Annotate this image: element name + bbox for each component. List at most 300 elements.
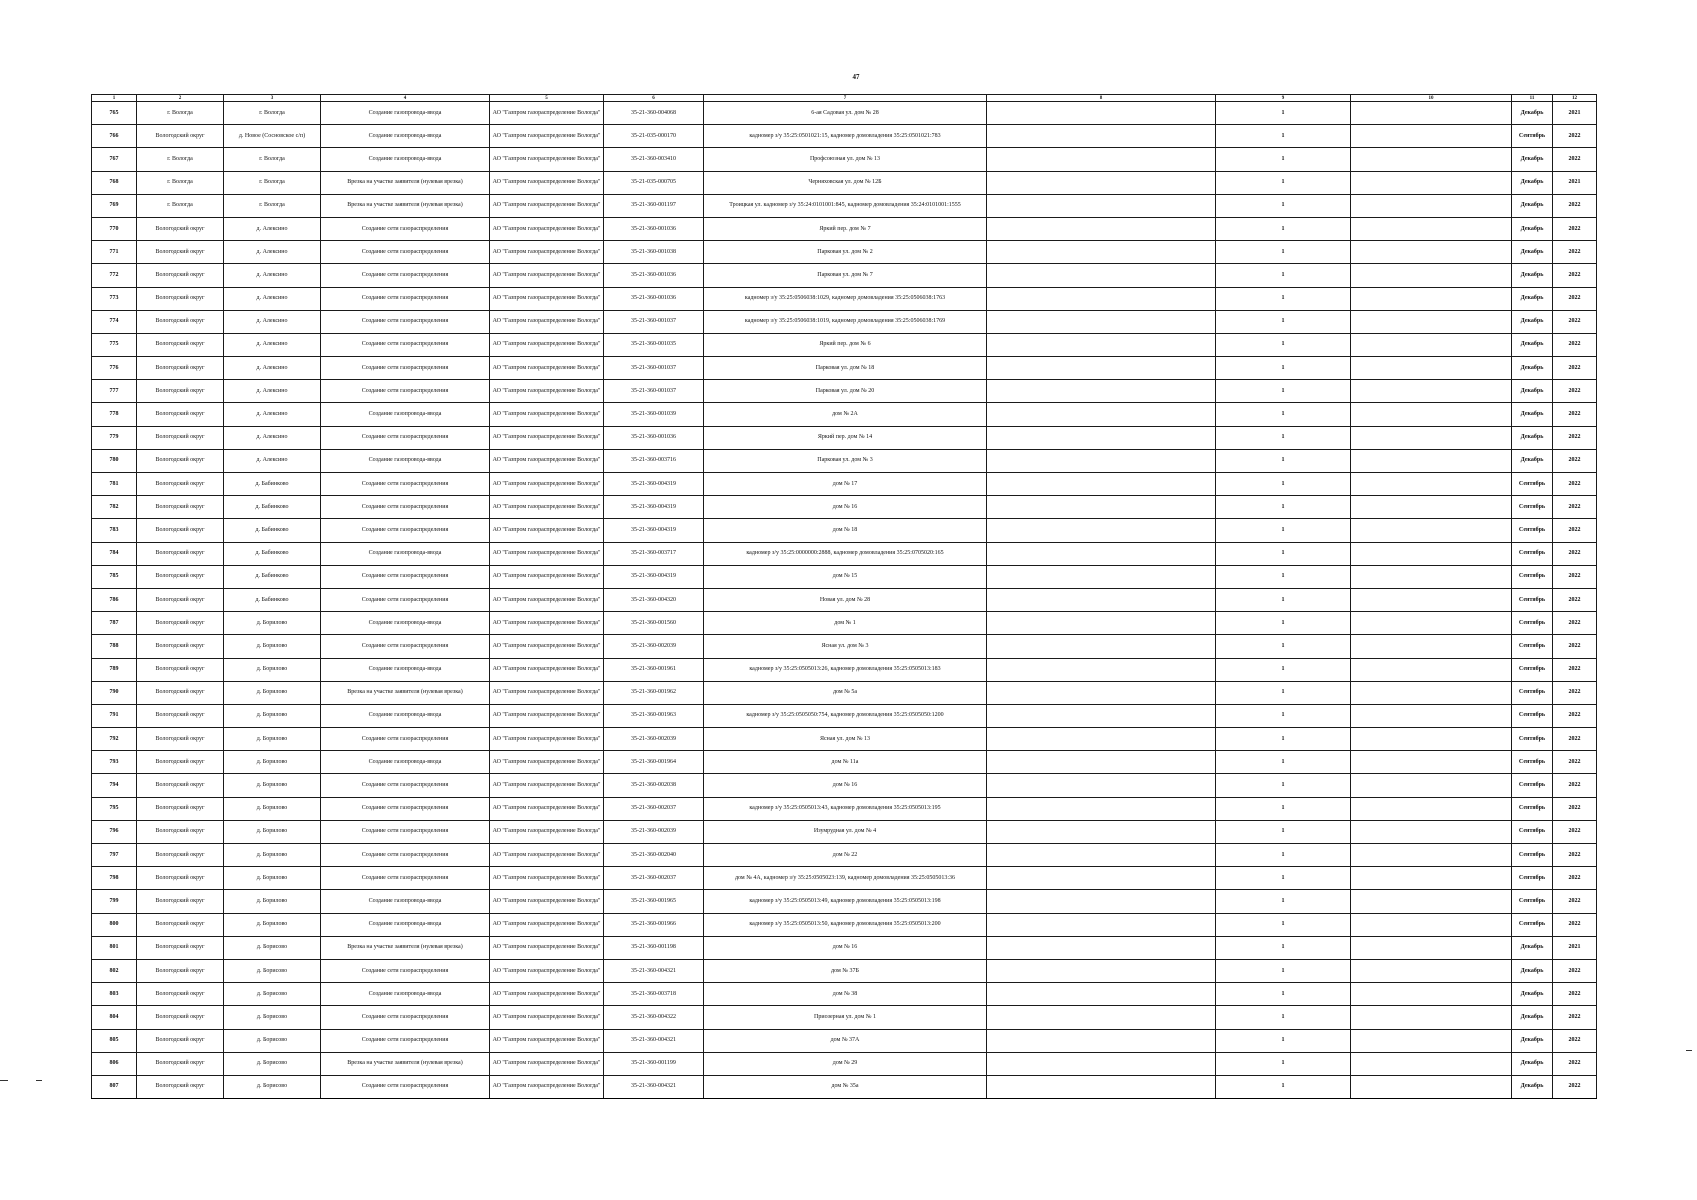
settlement-cell: д. Борилово (224, 867, 321, 890)
row-number: 765 (92, 102, 137, 125)
address-cell: дом № 5а (704, 681, 987, 704)
district-cell: Вологодский округ (137, 287, 224, 310)
quantity-cell: 1 (1216, 635, 1351, 658)
table-row (92, 612, 1597, 635)
address-cell: дом № 37Б (704, 959, 987, 982)
quantity-cell: 1 (1216, 194, 1351, 217)
quantity-cell: 1 (1216, 565, 1351, 588)
column-10-cell (1351, 542, 1512, 565)
quantity-cell: 1 (1216, 125, 1351, 148)
district-cell: г. Вологда (137, 194, 224, 217)
work-type-cell: Создание сети газораспределения (321, 1075, 490, 1098)
district-cell: Вологодский округ (137, 588, 224, 611)
table-row (92, 380, 1597, 403)
settlement-cell: д. Борисово (224, 936, 321, 959)
column-number-cell: 12 (1553, 95, 1597, 102)
table-row (92, 635, 1597, 658)
month-cell: Декабрь (1512, 959, 1553, 982)
work-type-cell: Врезка на участке заявителя (нулевая врезка) (321, 171, 490, 194)
work-type-cell: Создание сети газораспределения (321, 287, 490, 310)
column-8-cell (987, 102, 1216, 125)
table-row (92, 658, 1597, 681)
row-number: 786 (92, 588, 137, 611)
organization-cell: АО "Газпром газораспределение Вологда" (490, 983, 604, 1006)
work-type-cell: Создание сети газораспределения (321, 867, 490, 890)
application-code-cell: 35-21-360-001037 (604, 310, 704, 333)
district-cell: Вологодский округ (137, 403, 224, 426)
work-type-cell: Врезка на участке заявителя (нулевая врезка) (321, 936, 490, 959)
column-8-cell (987, 913, 1216, 936)
organization-cell: АО "Газпром газораспределение Вологда" (490, 287, 604, 310)
work-type-cell: Создание сети газораспределения (321, 357, 490, 380)
month-cell: Сентябрь (1512, 496, 1553, 519)
application-code-cell: 35-21-360-002037 (604, 797, 704, 820)
address-cell: Парковая ул. дом № 20 (704, 380, 987, 403)
year-cell: 2022 (1553, 844, 1597, 867)
settlement-cell: г. Вологда (224, 194, 321, 217)
quantity-cell: 1 (1216, 217, 1351, 240)
work-type-cell: Создание газопровода-ввода (321, 658, 490, 681)
application-code-cell: 35-21-360-003717 (604, 542, 704, 565)
organization-cell: АО "Газпром газораспределение Вологда" (490, 867, 604, 890)
table-row (92, 102, 1597, 125)
district-cell: Вологодский округ (137, 1075, 224, 1098)
organization-cell: АО "Газпром газораспределение Вологда" (490, 936, 604, 959)
column-10-cell (1351, 403, 1512, 426)
settlement-cell: д. Борилово (224, 635, 321, 658)
column-8-cell (987, 1029, 1216, 1052)
row-number: 778 (92, 403, 137, 426)
column-10-cell (1351, 473, 1512, 496)
row-number: 780 (92, 449, 137, 472)
month-cell: Сентябрь (1512, 913, 1553, 936)
district-cell: Вологодский округ (137, 936, 224, 959)
column-10-cell (1351, 310, 1512, 333)
quantity-cell: 1 (1216, 820, 1351, 843)
column-8-cell (987, 241, 1216, 264)
organization-cell: АО "Газпром газораспределение Вологда" (490, 102, 604, 125)
row-number: 784 (92, 542, 137, 565)
year-cell: 2022 (1553, 565, 1597, 588)
settlement-cell: д. Борисово (224, 983, 321, 1006)
quantity-cell: 1 (1216, 403, 1351, 426)
district-cell: Вологодский округ (137, 913, 224, 936)
table-row (92, 125, 1597, 148)
organization-cell: АО "Газпром газораспределение Вологда" (490, 565, 604, 588)
quantity-cell: 1 (1216, 496, 1351, 519)
row-number: 783 (92, 519, 137, 542)
month-cell: Декабрь (1512, 426, 1553, 449)
row-number: 769 (92, 194, 137, 217)
column-10-cell (1351, 1075, 1512, 1098)
quantity-cell: 1 (1216, 751, 1351, 774)
application-code-cell: 35-21-360-002039 (604, 635, 704, 658)
application-code-cell: 35-21-360-002039 (604, 728, 704, 751)
column-10-cell (1351, 287, 1512, 310)
organization-cell: АО "Газпром газораспределение Вологда" (490, 658, 604, 681)
work-type-cell: Создание сети газораспределения (321, 1006, 490, 1029)
organization-cell: АО "Газпром газораспределение Вологда" (490, 380, 604, 403)
application-code-cell: 35-21-360-002040 (604, 844, 704, 867)
address-cell: кадномер з/у 35:25:0505050:754, кадномер домовладения 35:25:0505050:1200 (704, 704, 987, 727)
table-row (92, 936, 1597, 959)
month-cell: Декабрь (1512, 357, 1553, 380)
application-code-cell: 35-21-360-004321 (604, 959, 704, 982)
year-cell: 2022 (1553, 357, 1597, 380)
year-cell: 2022 (1553, 797, 1597, 820)
quantity-cell: 1 (1216, 936, 1351, 959)
column-8-cell (987, 217, 1216, 240)
settlement-cell: д. Новое (Сосновское с/п) (224, 125, 321, 148)
application-code-cell: 35-21-360-003718 (604, 983, 704, 1006)
district-cell: Вологодский округ (137, 496, 224, 519)
organization-cell: АО "Газпром газораспределение Вологда" (490, 681, 604, 704)
column-10-cell (1351, 496, 1512, 519)
register-table (91, 94, 1597, 1099)
column-10-cell (1351, 751, 1512, 774)
year-cell: 2021 (1553, 102, 1597, 125)
row-number: 767 (92, 148, 137, 171)
year-cell: 2022 (1553, 681, 1597, 704)
column-8-cell (987, 797, 1216, 820)
organization-cell: АО "Газпром газораспределение Вологда" (490, 728, 604, 751)
application-code-cell: 35-21-360-004321 (604, 1075, 704, 1098)
year-cell: 2022 (1553, 1029, 1597, 1052)
settlement-cell: д. Борилово (224, 913, 321, 936)
column-10-cell (1351, 1052, 1512, 1075)
address-cell: кадномер з/у 35:25:0506038:1029, кадномер домовладения 35:25:0506038:1763 (704, 287, 987, 310)
column-10-cell (1351, 728, 1512, 751)
district-cell: Вологодский округ (137, 565, 224, 588)
organization-cell: АО "Газпром газораспределение Вологда" (490, 751, 604, 774)
quantity-cell: 1 (1216, 449, 1351, 472)
address-cell: Яркий пер. дом № 14 (704, 426, 987, 449)
quantity-cell: 1 (1216, 983, 1351, 1006)
work-type-cell: Создание сети газораспределения (321, 797, 490, 820)
organization-cell: АО "Газпром газораспределение Вологда" (490, 959, 604, 982)
month-cell: Сентябрь (1512, 565, 1553, 588)
year-cell: 2022 (1553, 264, 1597, 287)
table-row (92, 171, 1597, 194)
month-cell: Декабрь (1512, 241, 1553, 264)
quantity-cell: 1 (1216, 588, 1351, 611)
column-10-cell (1351, 264, 1512, 287)
organization-cell: АО "Газпром газораспределение Вологда" (490, 704, 604, 727)
address-cell: кадномер з/у 35:25:0501021:15, кадномер домовладения 35:25:0501021:783 (704, 125, 987, 148)
table-row (92, 241, 1597, 264)
table-row (92, 1075, 1597, 1098)
row-number: 800 (92, 913, 137, 936)
organization-cell: АО "Газпром газораспределение Вологда" (490, 820, 604, 843)
column-8-cell (987, 936, 1216, 959)
work-type-cell: Создание газопровода-ввода (321, 449, 490, 472)
month-cell: Сентябрь (1512, 890, 1553, 913)
work-type-cell: Создание сети газораспределения (321, 496, 490, 519)
month-cell: Декабрь (1512, 936, 1553, 959)
work-type-cell: Создание сети газораспределения (321, 241, 490, 264)
address-cell: кадномер з/у 35:25:0000000:2888, кадномер домовладения 35:25:0705020:165 (704, 542, 987, 565)
work-type-cell: Создание газопровода-ввода (321, 612, 490, 635)
column-8-cell (987, 403, 1216, 426)
settlement-cell: д. Бабинково (224, 519, 321, 542)
column-10-cell (1351, 1029, 1512, 1052)
work-type-cell: Создание сети газораспределения (321, 588, 490, 611)
column-10-cell (1351, 519, 1512, 542)
column-10-cell (1351, 612, 1512, 635)
address-cell: Яркий пер. дом № 7 (704, 217, 987, 240)
application-code-cell: 35-21-360-004319 (604, 565, 704, 588)
table-row (92, 681, 1597, 704)
year-cell: 2022 (1553, 751, 1597, 774)
month-cell: Сентябрь (1512, 774, 1553, 797)
column-8-cell (987, 1052, 1216, 1075)
organization-cell: АО "Газпром газораспределение Вологда" (490, 542, 604, 565)
column-10-cell (1351, 844, 1512, 867)
organization-cell: АО "Газпром газораспределение Вологда" (490, 612, 604, 635)
year-cell: 2022 (1553, 774, 1597, 797)
month-cell: Декабрь (1512, 403, 1553, 426)
table-row (92, 310, 1597, 333)
table-row (92, 588, 1597, 611)
quantity-cell: 1 (1216, 890, 1351, 913)
year-cell: 2021 (1553, 171, 1597, 194)
work-type-cell: Врезка на участке заявителя (нулевая врезка) (321, 194, 490, 217)
settlement-cell: д. Борилово (224, 681, 321, 704)
quantity-cell: 1 (1216, 519, 1351, 542)
column-10-cell (1351, 241, 1512, 264)
year-cell: 2022 (1553, 287, 1597, 310)
table-row (92, 844, 1597, 867)
month-cell: Сентябрь (1512, 658, 1553, 681)
organization-cell: АО "Газпром газораспределение Вологда" (490, 171, 604, 194)
year-cell: 2022 (1553, 820, 1597, 843)
year-cell: 2022 (1553, 890, 1597, 913)
application-code-cell: 35-21-360-001035 (604, 333, 704, 356)
application-code-cell: 35-21-360-003410 (604, 148, 704, 171)
month-cell: Сентябрь (1512, 751, 1553, 774)
application-code-cell: 35-21-360-001036 (604, 217, 704, 240)
row-number: 799 (92, 890, 137, 913)
settlement-cell: д. Борилово (224, 844, 321, 867)
work-type-cell: Создание сети газораспределения (321, 519, 490, 542)
month-cell: Декабрь (1512, 449, 1553, 472)
address-cell: дом № 38 (704, 983, 987, 1006)
organization-cell: АО "Газпром газораспределение Вологда" (490, 890, 604, 913)
work-type-cell: Врезка на участке заявителя (нулевая врезка) (321, 681, 490, 704)
year-cell: 2022 (1553, 333, 1597, 356)
row-number: 798 (92, 867, 137, 890)
column-8-cell (987, 844, 1216, 867)
organization-cell: АО "Газпром газораспределение Вологда" (490, 588, 604, 611)
row-number: 766 (92, 125, 137, 148)
district-cell: Вологодский округ (137, 751, 224, 774)
column-8-cell (987, 704, 1216, 727)
column-10-cell (1351, 449, 1512, 472)
address-cell: Троицкая ул. кадномер з/у 35:24:0101001:845, кадномер домовладения 35:24:0101001:1555 (704, 194, 987, 217)
table-row (92, 565, 1597, 588)
row-number: 772 (92, 264, 137, 287)
address-cell: дом № 2А (704, 403, 987, 426)
application-code-cell: 35-21-360-004068 (604, 102, 704, 125)
settlement-cell: д. Борилово (224, 797, 321, 820)
quantity-cell: 1 (1216, 612, 1351, 635)
table-row (92, 797, 1597, 820)
table-row (92, 728, 1597, 751)
row-number: 805 (92, 1029, 137, 1052)
row-number: 802 (92, 959, 137, 982)
settlement-cell: г. Вологда (224, 171, 321, 194)
settlement-cell: д. Борилово (224, 704, 321, 727)
month-cell: Декабрь (1512, 217, 1553, 240)
month-cell: Сентябрь (1512, 125, 1553, 148)
work-type-cell: Создание газопровода-ввода (321, 890, 490, 913)
column-10-cell (1351, 913, 1512, 936)
year-cell: 2022 (1553, 194, 1597, 217)
organization-cell: АО "Газпром газораспределение Вологда" (490, 1029, 604, 1052)
column-8-cell (987, 449, 1216, 472)
column-number-cell: 7 (704, 95, 987, 102)
application-code-cell: 35-21-360-002039 (604, 820, 704, 843)
column-10-cell (1351, 704, 1512, 727)
settlement-cell: д. Бабинково (224, 542, 321, 565)
year-cell: 2022 (1553, 449, 1597, 472)
column-number-cell: 2 (137, 95, 224, 102)
organization-cell: АО "Газпром газораспределение Вологда" (490, 519, 604, 542)
settlement-cell: д. Борисово (224, 1029, 321, 1052)
row-number: 771 (92, 241, 137, 264)
column-number-cell: 10 (1351, 95, 1512, 102)
column-8-cell (987, 959, 1216, 982)
settlement-cell: д. Алексино (224, 357, 321, 380)
row-number: 776 (92, 357, 137, 380)
organization-cell: АО "Газпром газораспределение Вологда" (490, 357, 604, 380)
organization-cell: АО "Газпром газораспределение Вологда" (490, 264, 604, 287)
address-cell: дом № 11а (704, 751, 987, 774)
year-cell: 2022 (1553, 983, 1597, 1006)
district-cell: Вологодский округ (137, 125, 224, 148)
year-cell: 2022 (1553, 473, 1597, 496)
work-type-cell: Создание газопровода-ввода (321, 542, 490, 565)
row-number: 787 (92, 612, 137, 635)
settlement-cell: д. Алексино (224, 241, 321, 264)
work-type-cell: Создание сети газораспределения (321, 565, 490, 588)
column-10-cell (1351, 867, 1512, 890)
month-cell: Сентябрь (1512, 867, 1553, 890)
application-code-cell: 35-21-360-002037 (604, 867, 704, 890)
application-code-cell: 35-21-360-004320 (604, 588, 704, 611)
organization-cell: АО "Газпром газораспределение Вологда" (490, 1006, 604, 1029)
application-code-cell: 35-21-360-001560 (604, 612, 704, 635)
row-number: 801 (92, 936, 137, 959)
column-8-cell (987, 194, 1216, 217)
district-cell: Вологодский округ (137, 635, 224, 658)
year-cell: 2022 (1553, 728, 1597, 751)
district-cell: Вологодский округ (137, 449, 224, 472)
row-number: 806 (92, 1052, 137, 1075)
address-cell: Ясная ул. дом № 3 (704, 635, 987, 658)
district-cell: Вологодский округ (137, 959, 224, 982)
application-code-cell: 35-21-360-001037 (604, 357, 704, 380)
row-number: 774 (92, 310, 137, 333)
column-8-cell (987, 380, 1216, 403)
quantity-cell: 1 (1216, 959, 1351, 982)
year-cell: 2022 (1553, 1006, 1597, 1029)
table-row (92, 983, 1597, 1006)
column-10-cell (1351, 797, 1512, 820)
quantity-cell: 1 (1216, 171, 1351, 194)
column-8-cell (987, 658, 1216, 681)
application-code-cell: 35-21-360-004319 (604, 519, 704, 542)
work-type-cell: Врезка на участке заявителя (нулевая врезка) (321, 1052, 490, 1075)
application-code-cell: 35-21-360-001966 (604, 913, 704, 936)
column-8-cell (987, 310, 1216, 333)
quantity-cell: 1 (1216, 1029, 1351, 1052)
month-cell: Сентябрь (1512, 704, 1553, 727)
application-code-cell: 35-21-360-003716 (604, 449, 704, 472)
year-cell: 2022 (1553, 241, 1597, 264)
organization-cell: АО "Газпром газораспределение Вологда" (490, 403, 604, 426)
address-cell: дом № 18 (704, 519, 987, 542)
month-cell: Сентябрь (1512, 635, 1553, 658)
column-number-cell: 1 (92, 95, 137, 102)
table-row (92, 1006, 1597, 1029)
settlement-cell: д. Алексино (224, 426, 321, 449)
quantity-cell: 1 (1216, 681, 1351, 704)
year-cell: 2022 (1553, 612, 1597, 635)
application-code-cell: 35-21-360-002038 (604, 774, 704, 797)
organization-cell: АО "Газпром газораспределение Вологда" (490, 797, 604, 820)
year-cell: 2022 (1553, 1052, 1597, 1075)
work-type-cell: Создание сети газораспределения (321, 426, 490, 449)
column-10-cell (1351, 333, 1512, 356)
column-10-cell (1351, 658, 1512, 681)
year-cell: 2022 (1553, 959, 1597, 982)
table-row (92, 496, 1597, 519)
column-8-cell (987, 820, 1216, 843)
column-10-cell (1351, 1006, 1512, 1029)
address-cell: кадномер з/у 35:25:0505013:49, кадномер домовладения 35:25:0505013:198 (704, 890, 987, 913)
column-10-cell (1351, 380, 1512, 403)
settlement-cell: д. Борисово (224, 1006, 321, 1029)
column-10-cell (1351, 588, 1512, 611)
table-row (92, 913, 1597, 936)
table-row (92, 704, 1597, 727)
year-cell: 2022 (1553, 704, 1597, 727)
organization-cell: АО "Газпром газораспределение Вологда" (490, 241, 604, 264)
month-cell: Декабрь (1512, 1052, 1553, 1075)
month-cell: Сентябрь (1512, 681, 1553, 704)
quantity-cell: 1 (1216, 426, 1351, 449)
row-number: 775 (92, 333, 137, 356)
quantity-cell: 1 (1216, 357, 1351, 380)
address-cell: дом № 16 (704, 936, 987, 959)
address-cell: Ясная ул. дом № 13 (704, 728, 987, 751)
application-code-cell: 35-21-360-001965 (604, 890, 704, 913)
column-8-cell (987, 264, 1216, 287)
settlement-cell: д. Борисово (224, 959, 321, 982)
month-cell: Декабрь (1512, 264, 1553, 287)
row-number: 770 (92, 217, 137, 240)
organization-cell: АО "Газпром газораспределение Вологда" (490, 473, 604, 496)
application-code-cell: 35-21-360-001039 (604, 403, 704, 426)
column-number-cell: 3 (224, 95, 321, 102)
work-type-cell: Создание газопровода-ввода (321, 148, 490, 171)
settlement-cell: д. Борилово (224, 612, 321, 635)
settlement-cell: г. Вологда (224, 148, 321, 171)
month-cell: Сентябрь (1512, 797, 1553, 820)
settlement-cell: д. Бабинково (224, 473, 321, 496)
address-cell: Парковая ул. дом № 2 (704, 241, 987, 264)
